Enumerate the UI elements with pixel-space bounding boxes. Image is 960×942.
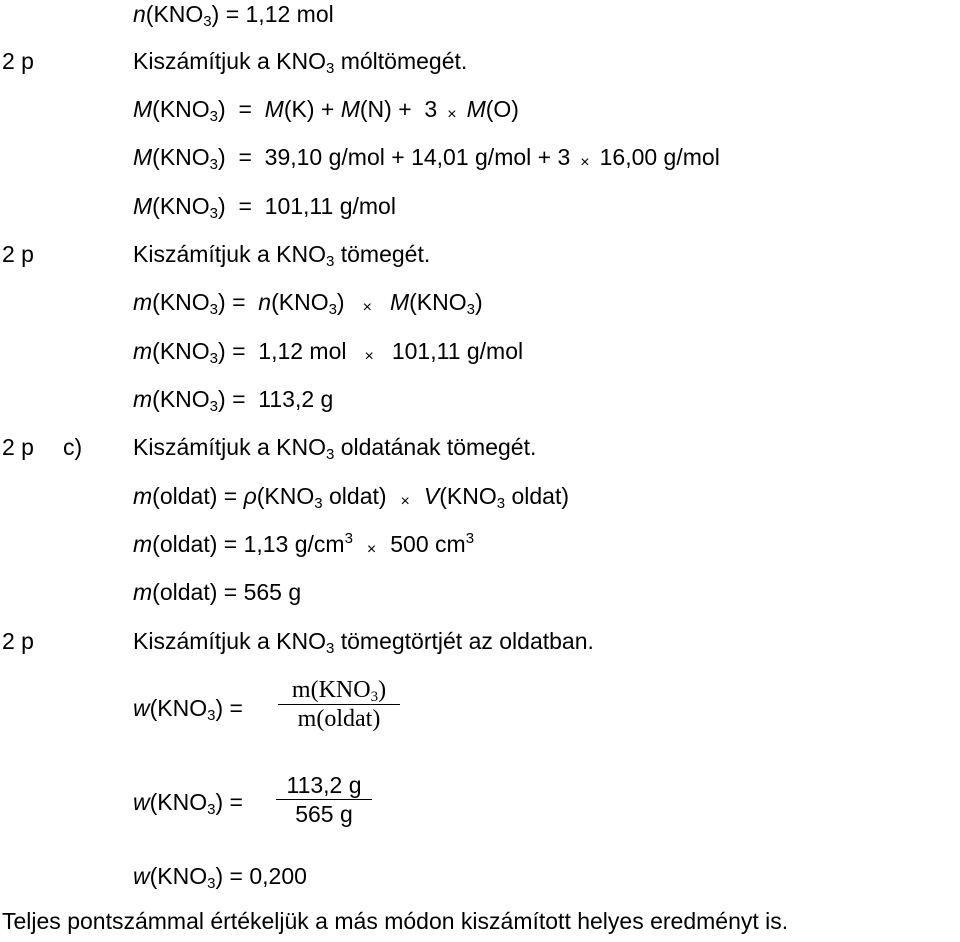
task-solution-mass: Kiszámítjuk a $KNO_3$ oldatának tömegét.: [133, 434, 537, 463]
eq-mass-formula: $m(KNO_3) = n(KNO_3) \times M(KNO_3)$: [133, 289, 483, 318]
eq-molar-mass-values: $M(KNO_3) = 39,10$ g/mol + 14,01 g/mol + 3 × 16,00 g/mol: [133, 144, 720, 173]
task-mass-fraction: Kiszámítjuk a $KNO_3$ tömegtörtjét az oldatban.: [133, 628, 594, 657]
subtask-label: c): [63, 434, 83, 460]
fraction-denominator: 565 g: [295, 801, 353, 827]
eq-n-result: $n(KNO_3) = 1,12$ mol: [133, 1, 334, 30]
eq-solution-formula: m(oldat) = $\rho(KNO_3$ oldat) × $V(KNO_3$ oldat): [133, 483, 570, 512]
points-label: 2 p: [2, 241, 34, 267]
eq-solution-values: m(oldat) = 1,13 $g/cm^3\times 500$ $cm^3$: [133, 530, 475, 558]
points-label: 2 p: [2, 628, 34, 654]
task-mass: Kiszámítjuk a $KNO_3$ tömegét.: [133, 241, 431, 270]
task-molar-mass: Kiszámítjuk a $KNO_3$ móltömegét.: [133, 48, 468, 77]
eq-solution-result: m(oldat) = 565 g: [133, 579, 302, 605]
points-label: 2 p: [2, 434, 34, 460]
w-result: $w(KNO_3) = 0,200$: [133, 863, 307, 892]
w-label: $w(KNO_3)$ =: [133, 789, 243, 818]
fraction-numerator: 113,2 g: [286, 772, 362, 798]
w-label: $w(KNO_3)$ =: [133, 695, 243, 724]
eq-molar-mass-result: $M(KNO_3) = 101,11$ g/mol: [133, 193, 396, 222]
fraction-numerator: $m(KNO_3)$: [291, 677, 387, 705]
eq-mass-result: $m(KNO_3) = 113,2$ g: [133, 386, 334, 415]
fraction-denominator: m(oldat): [297, 706, 381, 732]
footer-note: Teljes pontszámmal értékeljük a más módon kiszámított helyes eredményt is.: [2, 908, 789, 934]
eq-molar-mass-formula: $M(KNO_3) = M(K) + M(N) + 3 \times M(O)$: [133, 96, 519, 125]
fraction-values: [276, 771, 372, 828]
fraction-formula: [278, 676, 400, 733]
points-label: 2 p: [2, 48, 34, 74]
eq-mass-values: $m(KNO_3) = 1,12$ mol × 101,11 g/mol: [133, 338, 524, 367]
